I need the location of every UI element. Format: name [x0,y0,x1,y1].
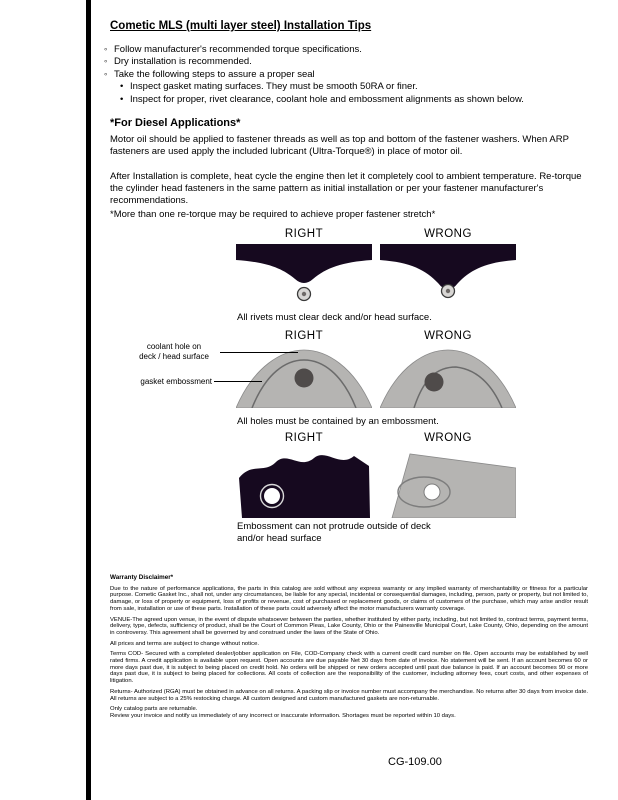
diagram-hole-right-image [236,344,372,408]
callout-text: deck / head surface [139,352,209,361]
list-item-sub: • Inspect for proper, rivet clearance, coolant hole and embossment alignments as shown below. [104,94,590,106]
page-code: CG-109.00 [388,756,442,768]
diagram-embossment-wrong-image [380,446,516,518]
right-label: RIGHT [284,228,324,240]
installation-tips-list [104,44,590,106]
caption-line: and/or head surface [237,532,322,544]
list-item: ◦ Take the following steps to assure a proper seal [104,69,590,81]
disclaimer-paragraph: Only catalog parts are returnable. [110,706,198,713]
coolant-hole-callout-label [128,342,220,362]
list-item: ◦ Dry installation is recommended. [104,56,590,68]
list-item: ◦ Follow manufacturer's recommended torque specifications. [104,44,590,56]
disclaimer-paragraph: Due to the nature of performance applications, the parts in this catalog are sold without any express warranty or any implied warranty of merchantability or fitness for a particular purpose. Cometic Gasket Inc., shall not, under any circumstances, be liable for any special, incidental or consequential damages, including, person, party or property, but not limited to, damage, or loss of property or equipment, loss of profits or revenue, cost of purchased or replacement goods, or claims of customers of the purchase, which may arise and/or result from sale, installation or use of these parts. Installation of these parts could adversely affect the motor manufacturers warranty coverage. [110,585,588,612]
disclaimer-paragraph: VENUE-The agreed upon venue, in the event of dispute whatsoever between the parties, whether instituted by either party, including, but not limited to, contract terms, payment terms, delivery, type, defects, sufficiency of product, shall be the Court of Common Pleas, Lake County, Ohio or the Painesville Municipal Court, Lake County, Ohio, depending on the amount in controversy. This agreement shall be governed by and construed under the laws of the State of Ohio. [110,616,588,636]
list-item-sub: • Inspect gasket mating surfaces. They must be smooth 50RA or finer. [104,81,590,93]
warranty-disclaimer [110,575,588,724]
gasket-embossment-callout-label: gasket embossment [140,377,212,386]
page-spine-bar [86,0,91,800]
callout-text: coolant hole on [146,342,202,351]
page-title: Cometic MLS (multi layer steel) Installation Tips [110,20,372,32]
disclaimer-heading: Warranty Disclaimer* [110,574,174,581]
wrong-label: WRONG [424,228,472,240]
diagram-embossment-right-image [236,446,372,518]
diagram-rivet-right-image [236,244,372,306]
disclaimer-paragraph: Terms COD- Secured with a completed dealer/jobber application on File, COD-Company check with a current credit card number on file. Open accounts may be established by well rated firms. A credit application is available upon request. Open accounts are due payable Net 30 days from date of invoice. No statement will be sent. If an account becomes 60 or more days past due, it is subject to being placed on credit hold. No orders will be shipped or new orders accepted until past due balance is paid. If an account becomes 90 or more days past due, it is subject to being placed for collections. All costs of collection are the responsibility of the customer, including attorney fees, court costs, and other expenses of litigation. [110,651,588,685]
wrong-label: WRONG [424,330,472,342]
disclaimer-paragraph: Review your invoice and notify us immediately of any incorrect or inaccurate information. Shortages must be reported within 10 days. [110,712,456,719]
diagram-hole-wrong-image [380,344,516,408]
callout-pointer-line [220,352,298,353]
diagram-caption-holes: All holes must be contained by an embossment. [237,416,439,427]
caption-line: Embossment can not protrude outside of deck [237,521,431,532]
diesel-paragraph-1: Motor oil should be applied to fastener threads as well as top and bottom of the fastener washers. When ARP fasteners are used apply the included lubricant (Ultra-Torque®) in place of motor oil. [110,134,569,158]
retorque-note: *More than one re-torque may be required to achieve proper fastener stretch* [110,209,436,220]
callout-pointer-line [214,381,262,382]
diesel-paragraph-2: After Installation is complete, heat cycle the engine then let it completely cool to ambient temperature. Re-torque the cylinder head fasteners in the same pattern as initial installation or per your fastener manufacturer's recommendations. [110,171,582,207]
diagram-rivet-wrong-image [380,244,516,306]
right-label: RIGHT [284,330,324,342]
wrong-label: WRONG [424,432,472,444]
right-label: RIGHT [284,432,324,444]
diagram-caption-embossment [237,521,431,544]
diagram-caption-rivets: All rivets must clear deck and/or head surface. [237,312,432,323]
disclaimer-paragraph: All prices and terms are subject to change without notice. [110,640,259,647]
diesel-applications-heading: *For Diesel Applications* [110,117,241,129]
disclaimer-paragraph: Returns- Authorized (RGA) must be obtained in advance on all returns. A packing slip or invoice number must accompany the merchandise. No returns after 30 days from invoice date. All returns are subject to a 25% restocking charge. All custom designed and custom manufactured gaskets are non-returnable. [110,688,588,702]
